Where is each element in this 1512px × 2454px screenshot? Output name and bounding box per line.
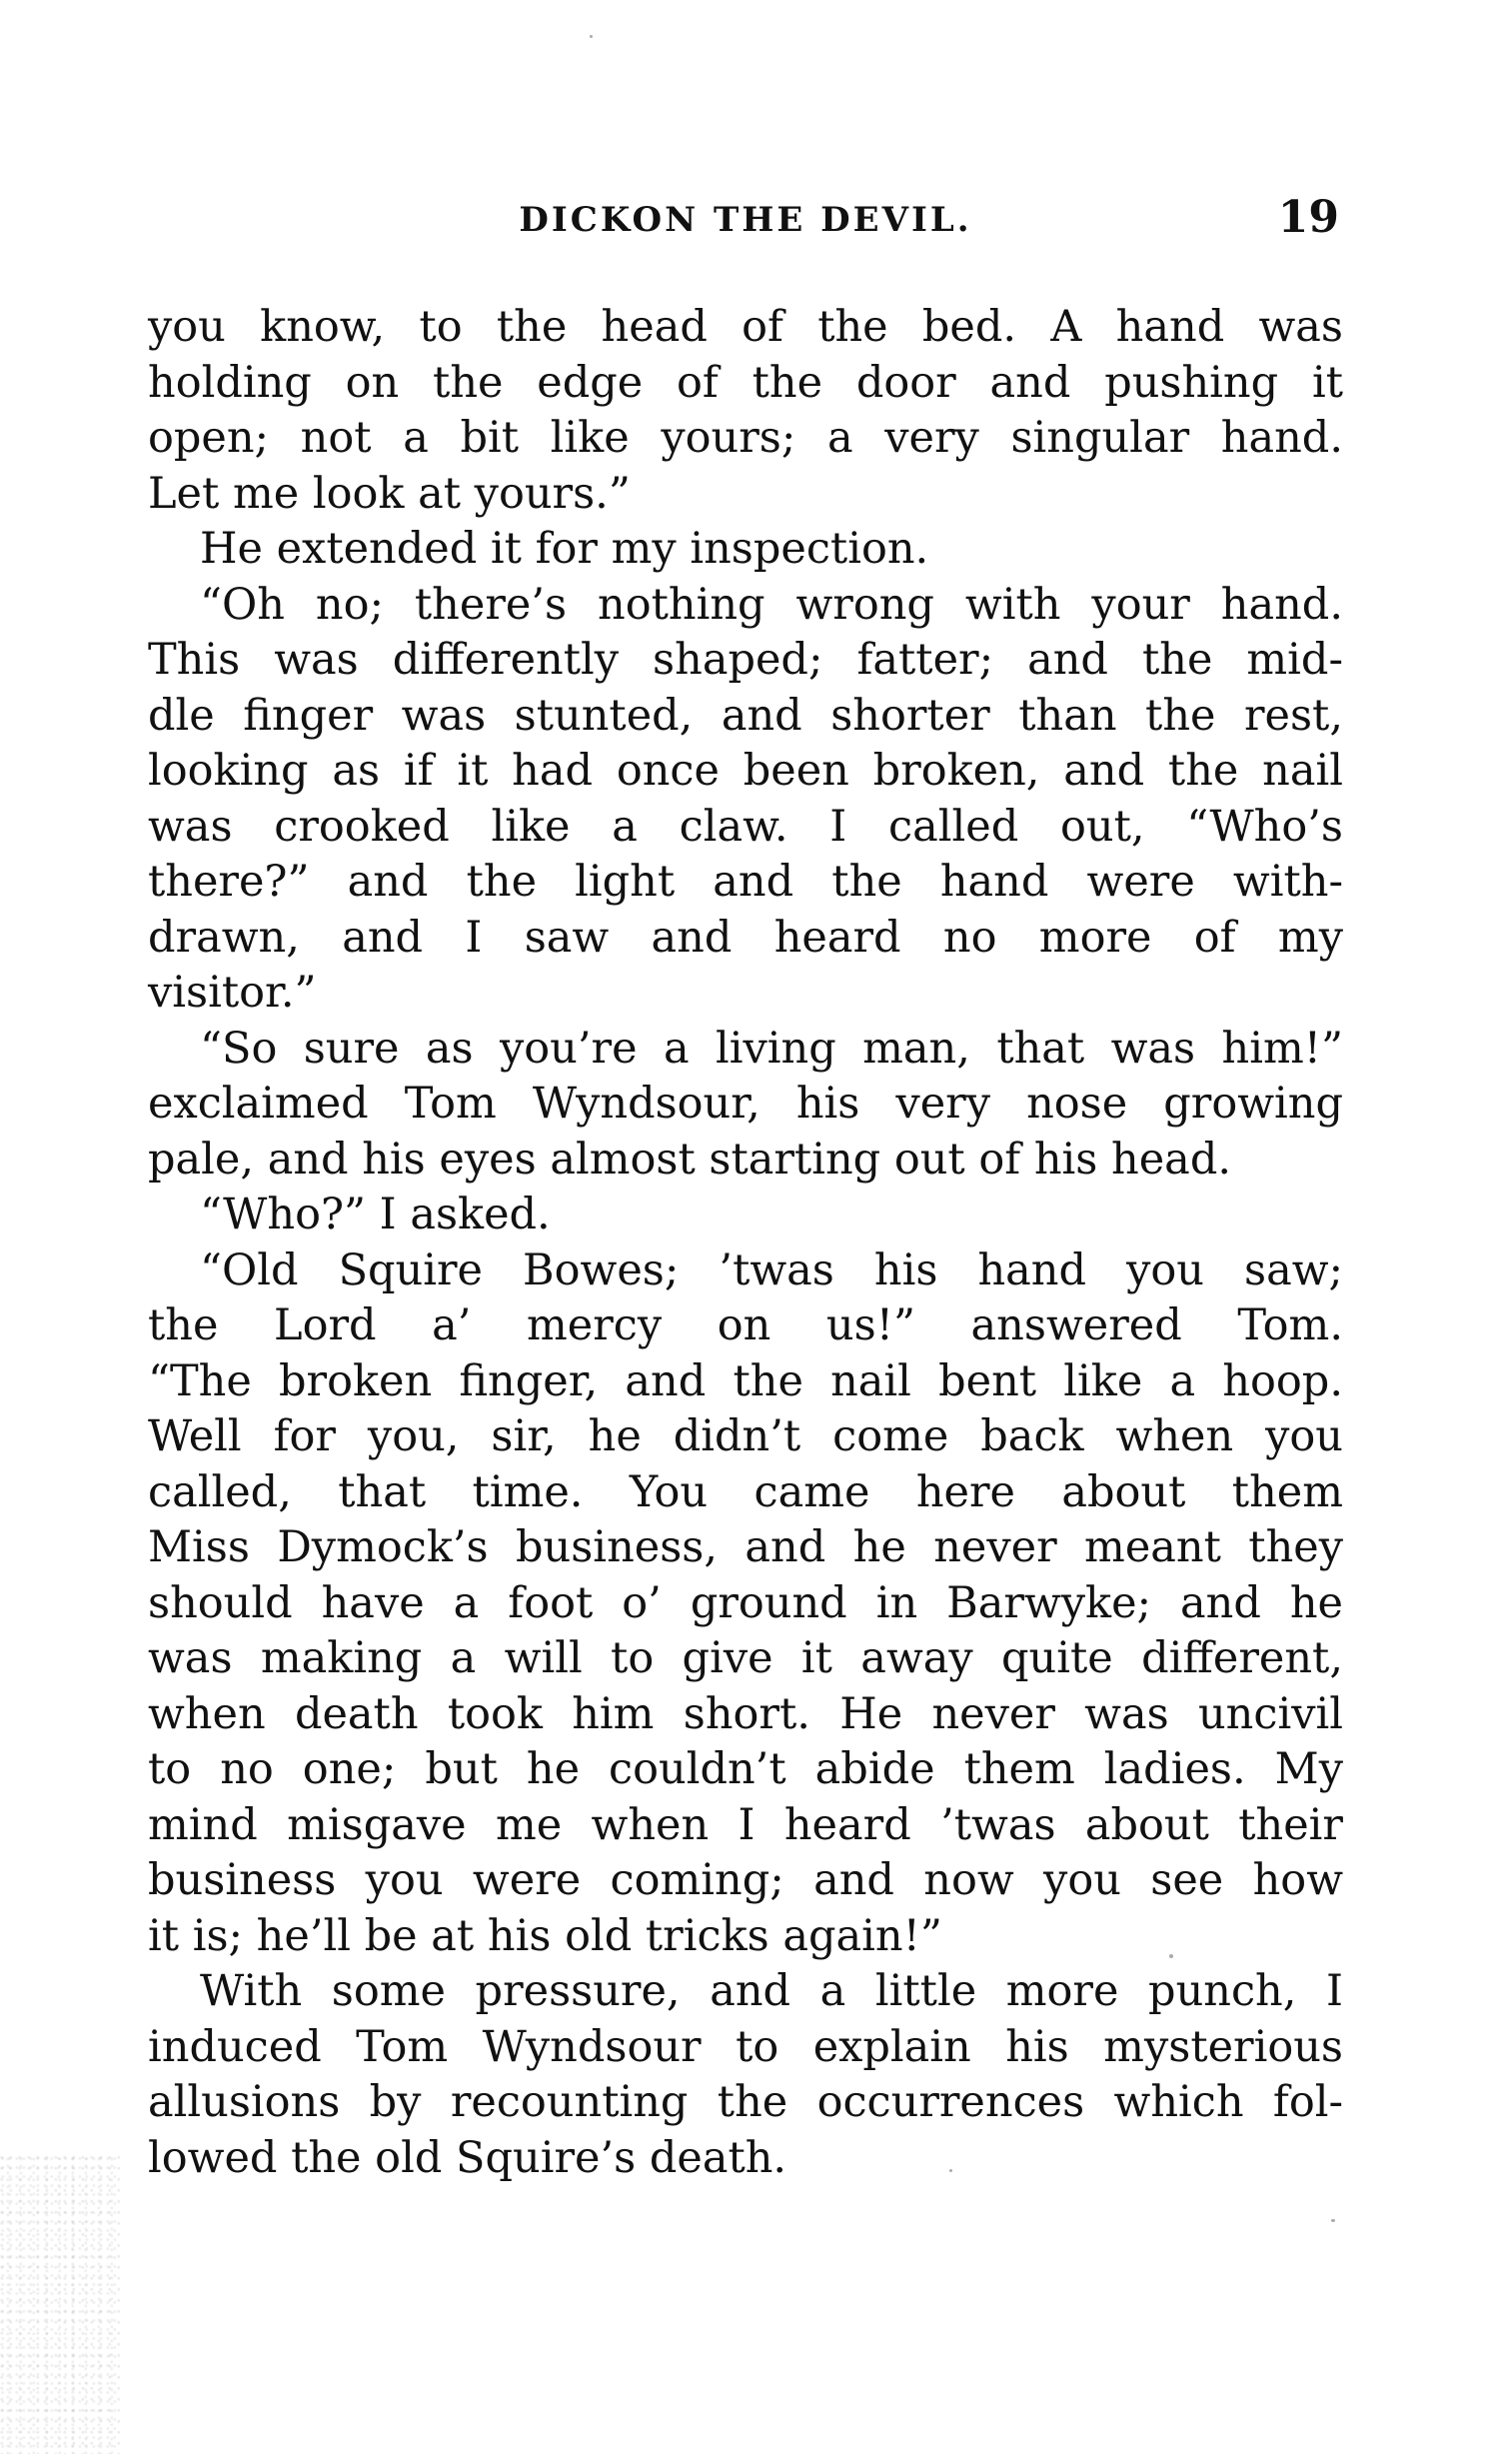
paragraph	[148, 1022, 1343, 1189]
text-line: mind misgave me when I heard ’twas about their	[148, 1799, 1343, 1850]
running-title: DICKON THE DEVIL.	[519, 200, 972, 240]
text-line: drawn, and I saw and heard no more of my	[148, 912, 1343, 963]
text-line: should have a foot o’ ground in Barwyke; and he	[148, 1577, 1343, 1628]
text-line: “Old Squire Bowes; ’twas his hand you saw;	[200, 1244, 1343, 1295]
scan-noise	[0, 2154, 120, 2454]
page-header	[148, 192, 1343, 260]
text-line: it is; he’ll be at his old tricks again!”	[148, 1910, 942, 1961]
text-line: called, that time. You came here about them	[148, 1466, 1343, 1517]
paragraph	[148, 300, 1343, 522]
text-line: to no one; but he couldn’t abide them ladies. My	[148, 1744, 1343, 1794]
text-line: dle finger was stunted, and shorter than the rest,	[148, 690, 1343, 741]
paragraph	[148, 578, 1343, 1022]
scan-speck	[949, 2169, 952, 2172]
text-line: when death took him short. He never was uncivil	[148, 1688, 1343, 1739]
text-line: the Lord a’ mercy on us!” answered Tom.	[148, 1300, 1343, 1350]
text-line: “Oh no; there’s nothing wrong with your hand.	[200, 579, 1343, 630]
text-line: allusions by recounting the occurrences which fol-	[148, 2077, 1343, 2127]
paragraph	[148, 1964, 1343, 2186]
text-line: there?” and the light and the hand were with-	[148, 857, 1343, 907]
text-line: Let me look at yours.”	[148, 468, 631, 519]
text-line: pale, and his eyes almost starting out of his head.	[148, 1134, 1232, 1185]
text-line: induced Tom Wyndsour to explain his mysterious	[148, 2021, 1343, 2072]
text-line: “Who?” I asked.	[200, 1190, 551, 1239]
paragraph	[148, 1188, 1343, 1243]
text-line: open; not a bit like yours; a very singular hand.	[148, 413, 1343, 463]
text-line: visitor.”	[148, 968, 317, 1018]
page-number: 19	[1277, 192, 1339, 243]
text-line: looking as if it had once been broken, and the nail	[148, 746, 1343, 796]
paragraph	[148, 1243, 1343, 1965]
text-line: This was differently shaped; fatter; and the mid-	[148, 635, 1343, 685]
text-line: With some pressure, and a little more punch, I	[200, 1966, 1343, 2016]
scan-speck	[1169, 1954, 1173, 1958]
text-line: He extended it for my inspection.	[200, 524, 929, 574]
text-line: Well for you, sir, he didn’t come back when you	[148, 1411, 1343, 1461]
text-line: exclaimed Tom Wyndsour, his very nose growing	[148, 1079, 1343, 1129]
text-line: “So sure as you’re a living man, that was him!”	[200, 1023, 1343, 1074]
text-line: you know, to the head of the bed. A hand was	[148, 302, 1343, 352]
text-line: Miss Dymock’s business, and he never meant they	[148, 1522, 1343, 1572]
paragraph	[148, 522, 1343, 578]
text-line: business you were coming; and now you see how	[148, 1855, 1343, 1905]
text-line: lowed the old Squire’s death.	[148, 2132, 787, 2183]
scan-speck	[1331, 2219, 1335, 2222]
text-line: was making a will to give it away quite different,	[148, 1633, 1343, 1683]
text-line: holding on the edge of the door and pushing it	[148, 357, 1343, 408]
text-line: was crooked like a claw. I called out, “Who’s	[148, 801, 1343, 852]
text-line: “The broken finger, and the nail bent like a hoop.	[148, 1355, 1343, 1406]
scan-speck	[590, 35, 593, 38]
body-text	[148, 300, 1343, 2186]
